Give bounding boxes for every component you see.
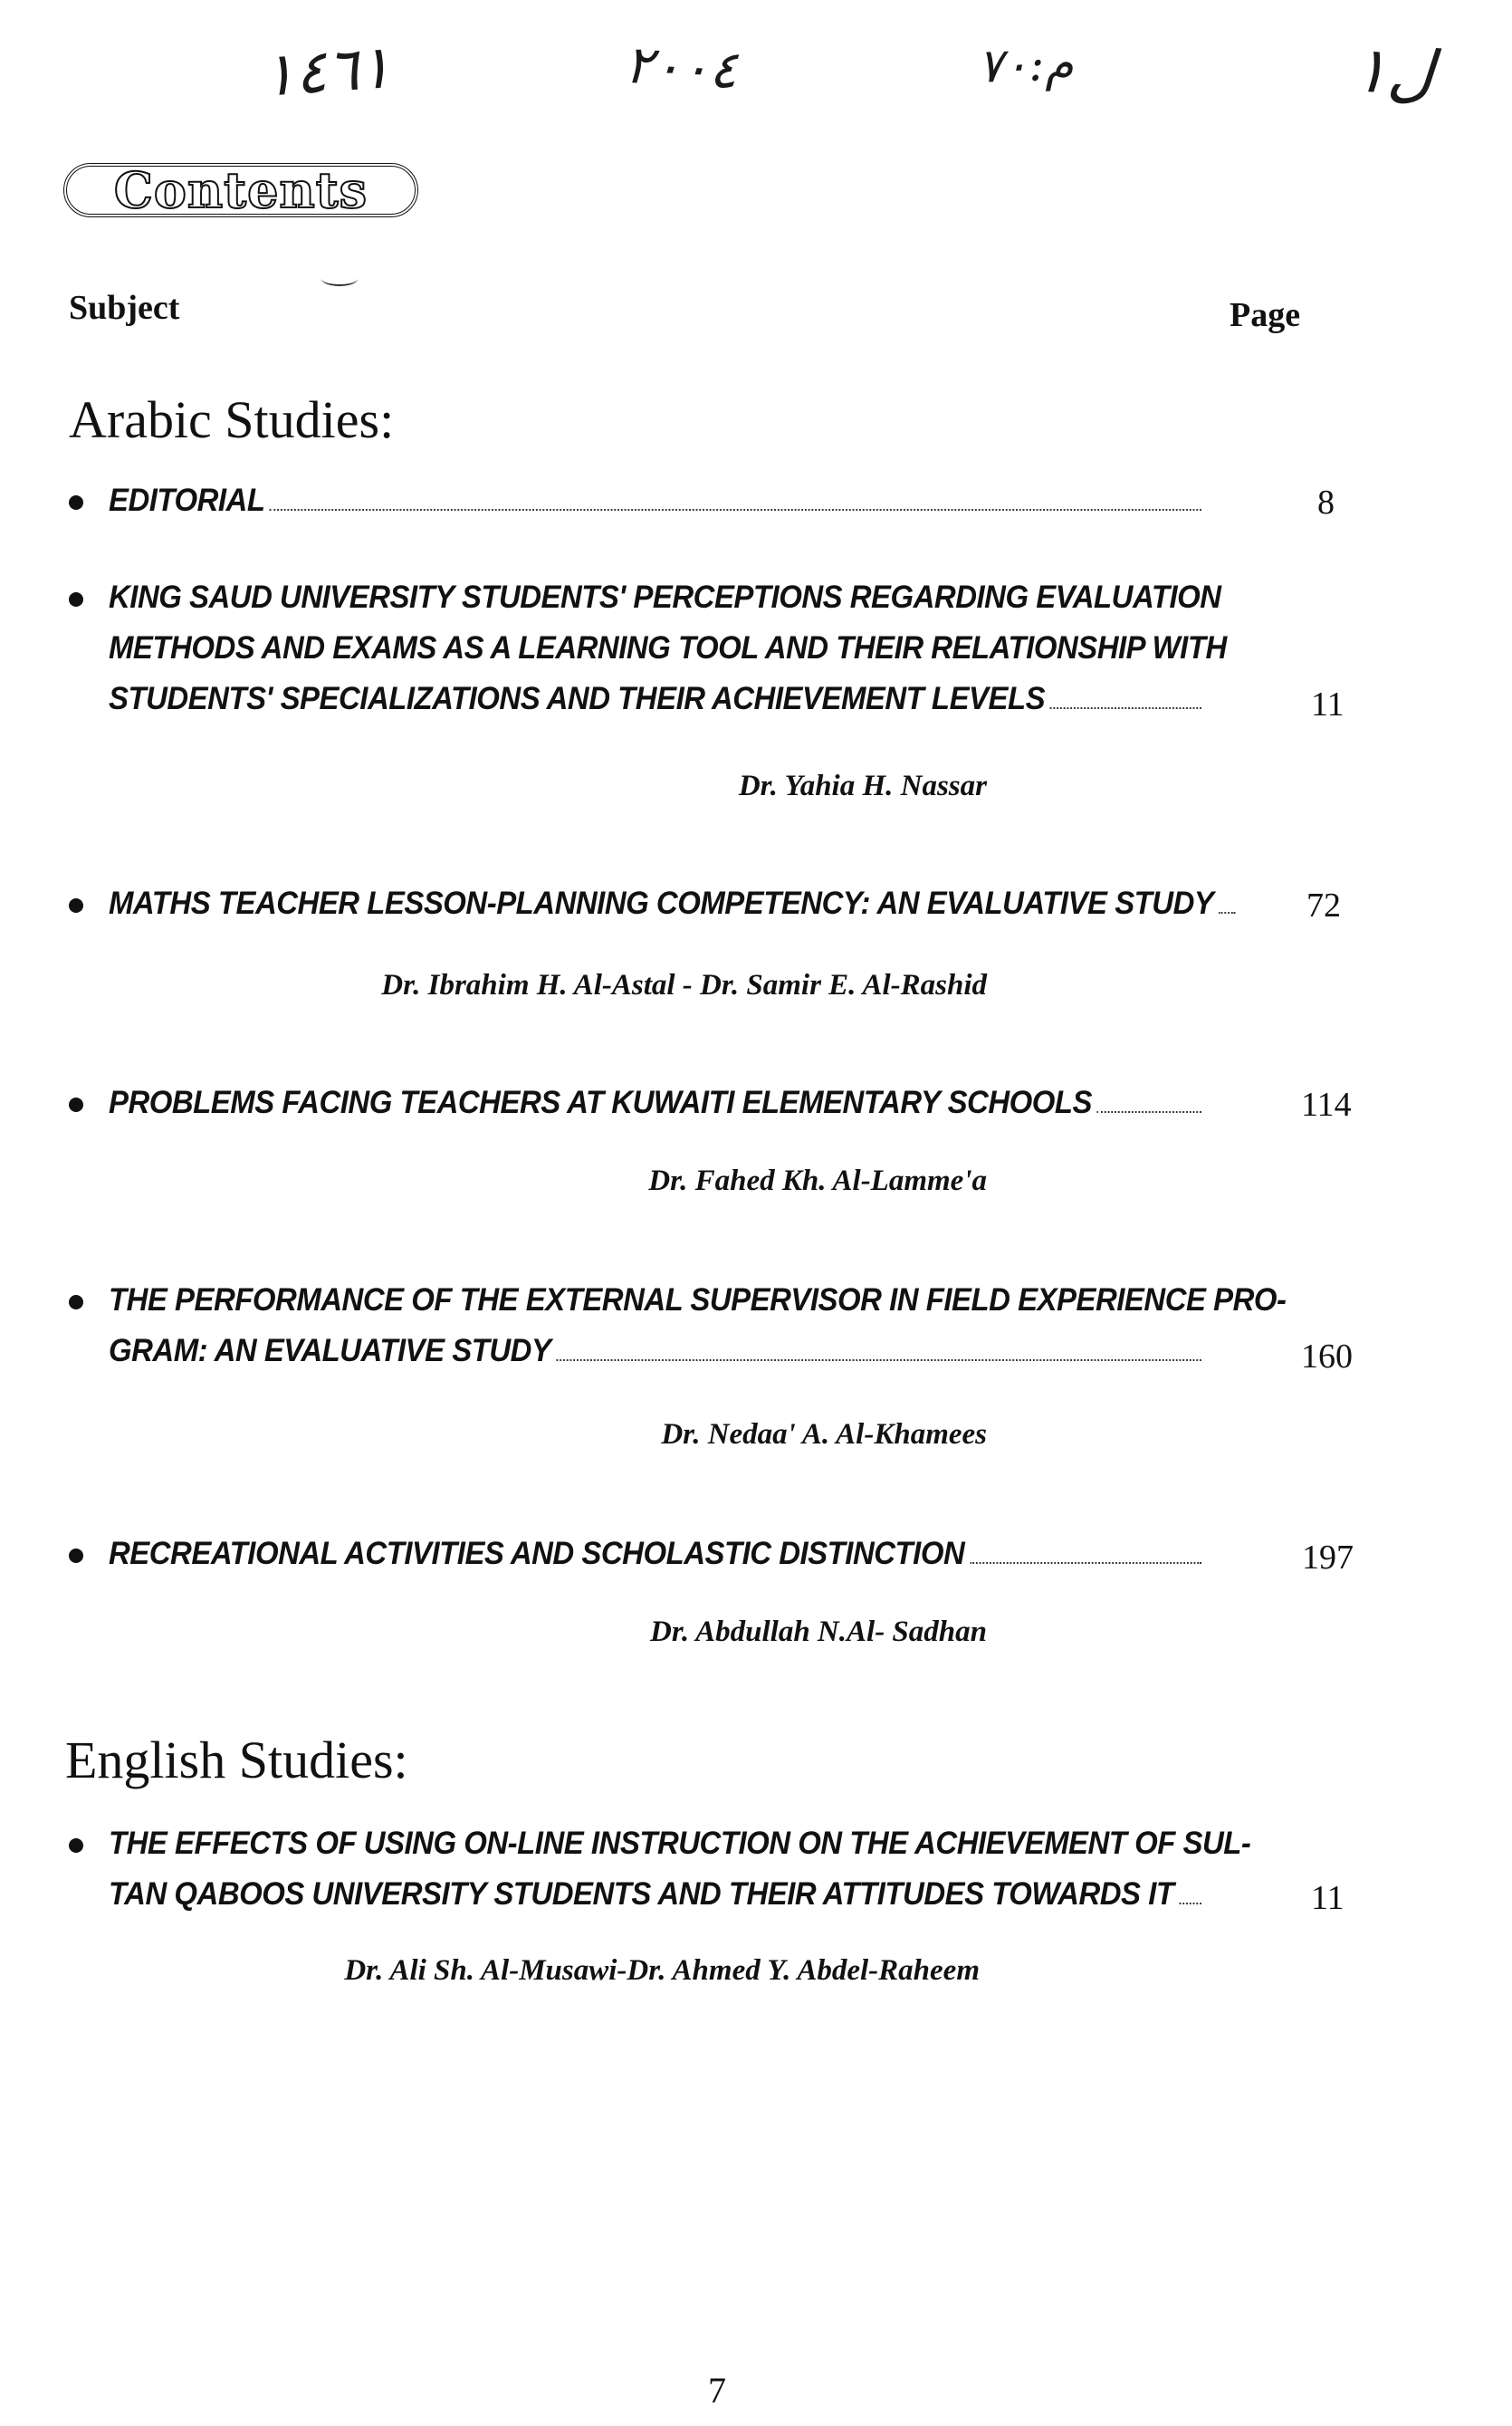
- toc-entry-title: RECREATIONAL ACTIVITIES AND SCHOLASTIC DISTINCTION: [109, 1529, 1207, 1579]
- handwritten-note-year: ٢٠٠٤: [623, 33, 740, 101]
- handwritten-note-code: ل١: [1351, 32, 1437, 111]
- toc-entry-author: Dr. Ibrahim H. Al-Astal - Dr. Samir E. Al-Rashid: [381, 969, 987, 1002]
- bullet-icon: [69, 1295, 83, 1309]
- toc-entry-title: THE PERFORMANCE OF THE EXTERNAL SUPERVISOR IN FIELD EXPERIENCE PRO- GRAM: AN EVALUATIVE STUDY: [109, 1282, 1287, 1368]
- toc-entry-page: 114: [1301, 1086, 1352, 1124]
- toc-entry-page: 11: [1311, 686, 1345, 724]
- toc-entry-page: 11: [1311, 1879, 1345, 1917]
- toc-entry-title: THE EFFECTS OF USING ON-LINE INSTRUCTION ON THE ACHIEVEMENT OF SUL- TAN QABOOS UNIVERSITY STUDENTS AND THEIR ATTITUDES TOWARDS IT: [109, 1826, 1251, 1912]
- scan-mark: [321, 272, 358, 286]
- toc-entry-page: 72: [1306, 887, 1341, 925]
- toc-entry-author: Dr. Abdullah N.Al- Sadhan: [650, 1616, 987, 1648]
- page-number: 7: [708, 2370, 726, 2411]
- toc-entry-title: MATHS TEACHER LESSON-PLANNING COMPETENCY: AN EVALUATIVE STUDY: [109, 878, 1207, 929]
- bullet-icon: [69, 592, 83, 607]
- toc-entry-title: EDITORIAL: [109, 475, 1207, 526]
- toc-entry-page: 8: [1317, 484, 1335, 522]
- bullet-icon: [69, 1838, 83, 1853]
- bullet-icon: [69, 495, 83, 510]
- section-title-english-studies: English Studies:: [65, 1731, 408, 1789]
- toc-entry-page: 197: [1302, 1539, 1354, 1577]
- toc-entry-title: PROBLEMS FACING TEACHERS AT KUWAITI ELEMENTARY SCHOOLS: [109, 1078, 1207, 1128]
- toc-entry-title: KING SAUD UNIVERSITY STUDENTS' PERCEPTIONS REGARDING EVALUATION METHODS AND EXAMS AS A LEARNING TOOL AND THEIR RELATIONSHIP WITH STUDENTS' SPECIALIZATIONS AND THEIR ACHIEVEMENT LEVELS: [109, 580, 1227, 716]
- page-column-label: Page: [1230, 296, 1301, 334]
- section-title-arabic-studies: Arabic Studies:: [69, 390, 395, 449]
- handwritten-note-issue: م:٧٠: [976, 36, 1075, 94]
- handwritten-note-catalog: ١٤٦١: [260, 32, 394, 110]
- bullet-icon: [69, 898, 83, 913]
- toc-entry-author: Dr. Fahed Kh. Al-Lamme'a: [648, 1165, 987, 1197]
- subject-column-label: Subject: [69, 289, 180, 327]
- contents-title: Contents: [63, 163, 418, 217]
- toc-entry-author: Dr. Yahia H. Nassar: [738, 770, 987, 802]
- bullet-icon: [69, 1098, 83, 1112]
- bullet-icon: [69, 1549, 83, 1563]
- toc-entry-author: Dr. Ali Sh. Al-Musawi-Dr. Ahmed Y. Abdel-Raheem: [344, 1954, 980, 1987]
- toc-entry-author: Dr. Nedaa' A. Al-Khamees: [661, 1418, 987, 1451]
- toc-entry-page: 160: [1301, 1338, 1353, 1376]
